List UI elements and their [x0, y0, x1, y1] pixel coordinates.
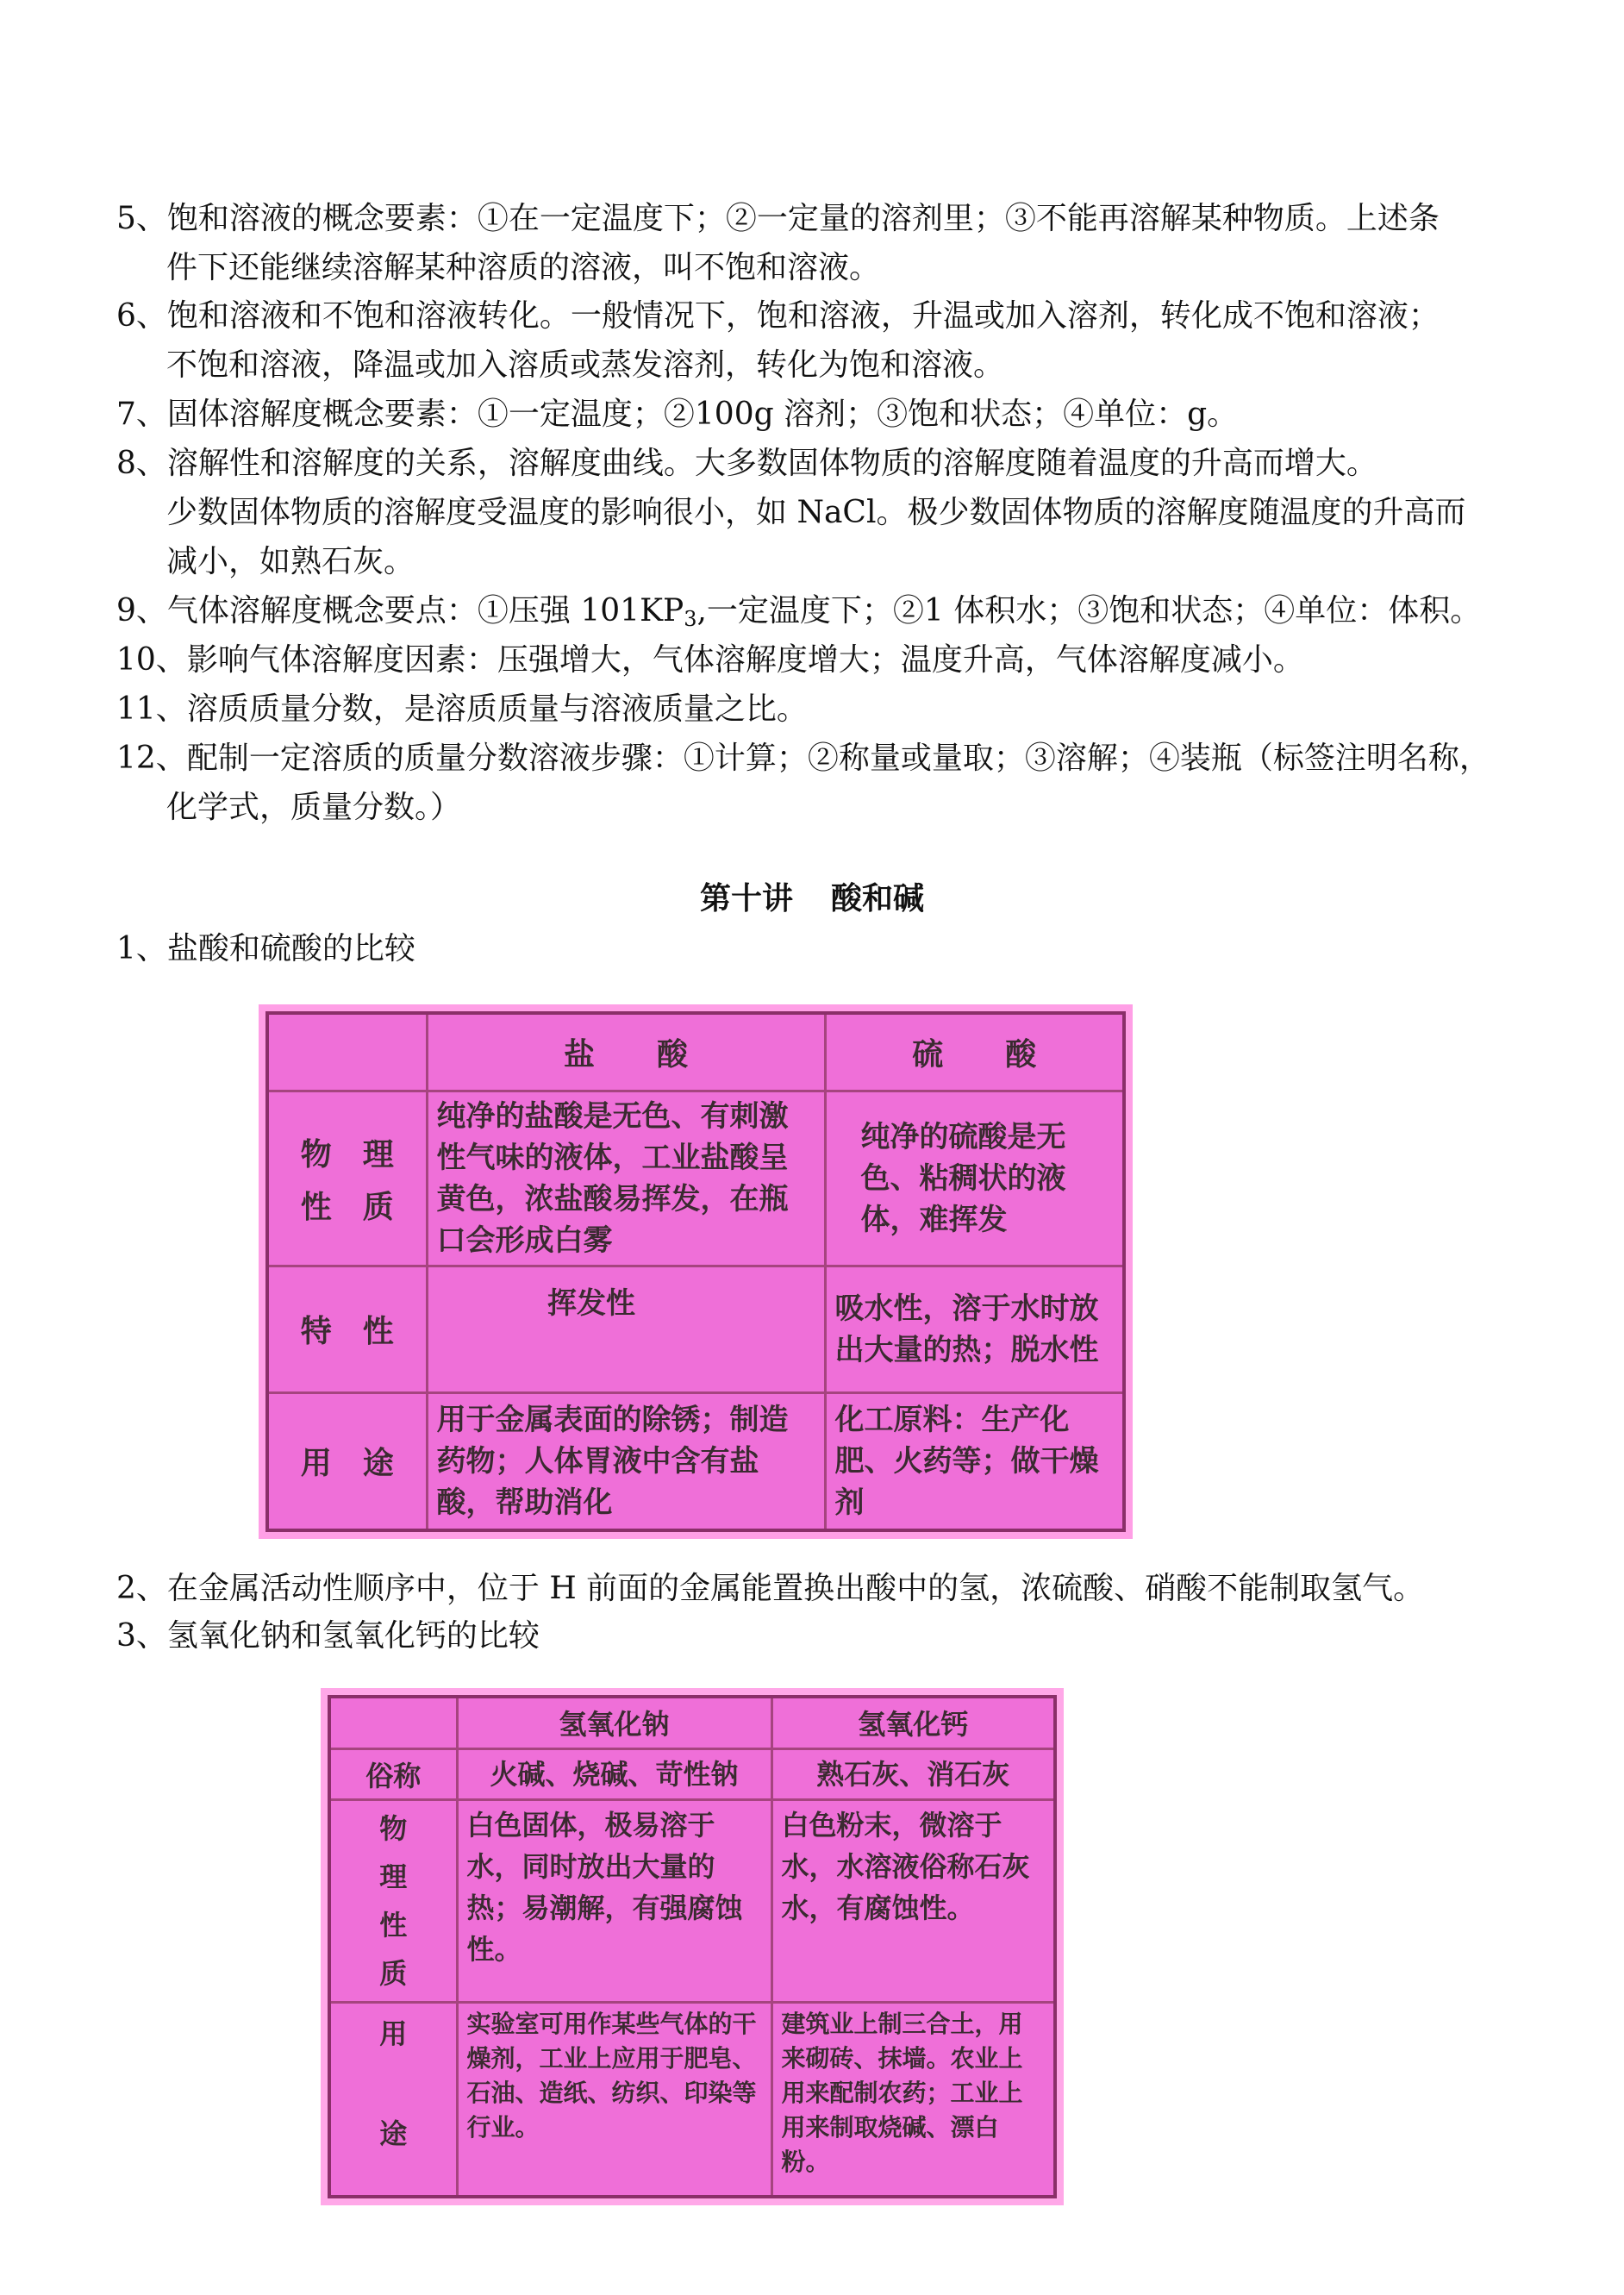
- row-label: 物理性质: [329, 1799, 457, 2002]
- row-label: 特 性: [267, 1266, 427, 1392]
- subsection-heading: 1、盐酸和硫酸的比较: [116, 931, 415, 966]
- table-cell: 纯净的硫酸是无色、粘稠状的液体，难挥发: [825, 1091, 1124, 1266]
- table-cell: 纯净的盐酸是无色、有刺激性气味的液体，工业盐酸呈黄色，浓盐酸易挥发，在瓶口会形成白雾: [427, 1091, 825, 1266]
- section-title: 第十讲 酸和碱: [699, 881, 925, 916]
- row-label: 俗称: [329, 1748, 457, 1799]
- table-cell: 化工原料：生产化肥、火药等；做干燥剂: [825, 1392, 1124, 1530]
- table-cell: 用于金属表面的除锈；制造药物；人体胃液中含有盐酸，帮助消化: [427, 1392, 825, 1530]
- list-item: 7、固体溶解度概念要素：①一定温度；②100g 溶剂；③饱和状态；④单位：g。: [116, 397, 1239, 432]
- list-item-continuation: 化学式，质量分数。）: [166, 790, 462, 825]
- list-item-continuation: 件下还能继续溶解某种溶质的溶液，叫不饱和溶液。: [166, 250, 881, 285]
- base-comparison-table: [328, 1695, 1057, 2198]
- subsection-heading: 3、氢氧化钠和氢氧化钙的比较: [116, 1618, 540, 1654]
- list-item: 10、影响气体溶解度因素：压强增大，气体溶解度增大；温度升高，气体溶解度减小。: [116, 642, 1304, 678]
- acid-comparison-table: [265, 1011, 1126, 1532]
- table-corner-cell: [267, 1013, 427, 1091]
- table-cell: 实验室可用作某些气体的干燥剂，工业上应用于肥皂、石油、造纸、纺织、印染等行业。: [457, 2002, 771, 2197]
- list-item: 9、气体溶解度概念要点：①压强 $101KP_3$,一定温度下；②1 体积水；③饱和状态；④单位：体积。: [116, 593, 1482, 631]
- list-item: 11、溶质质量分数，是溶质质量与溶液质量之比。: [116, 691, 808, 727]
- list-item: 6、饱和溶液和不饱和溶液转化。一般情况下，饱和溶液，升温或加入溶剂，转化成不饱和溶液；: [116, 298, 1440, 334]
- list-item: 5、饱和溶液的概念要素：①在一定温度下；②一定量的溶剂里；③不能再溶解某种物质。上述条: [116, 201, 1440, 236]
- table-cell: 火碱、烧碱、苛性钠: [457, 1748, 771, 1799]
- list-item: 12、配制一定溶质的质量分数溶液步骤：①计算；②称量或量取；③溶解；④装瓶（标签注明名称，: [116, 741, 1490, 776]
- table-corner-cell: [329, 1697, 457, 1748]
- paragraph: 2、在金属活动性顺序中，位于 H 前面的金属能置换出酸中的氢，浓硫酸、硝酸不能制取氢气。: [116, 1571, 1425, 1606]
- table-cell: 建筑业上制三合土，用来砌砖、抹墙。农业上用来配制农药；工业上用来制取烧碱、漂白粉。: [771, 2002, 1055, 2197]
- row-label: 用 途: [329, 2002, 457, 2197]
- table-cell: 熟石灰、消石灰: [771, 1748, 1055, 1799]
- table-header: 氢氧化钙: [771, 1697, 1055, 1748]
- list-item-continuation: 少数固体物质的溶解度受温度的影响很小，如 NaCl。极少数固体物质的溶解度随温度的升高而: [166, 495, 1466, 530]
- list-item-continuation: 减小，如熟石灰。: [166, 544, 415, 579]
- table-cell: 白色粉末，微溶于水，水溶液俗称石灰水，有腐蚀性。: [771, 1799, 1055, 2002]
- list-item-continuation: 不饱和溶液，降温或加入溶质或蒸发溶剂，转化为饱和溶液。: [166, 347, 1005, 383]
- table-cell: 白色固体，极易溶于水，同时放出大量的热；易潮解，有强腐蚀性。: [457, 1799, 771, 2002]
- table-cell: 吸水性，溶于水时放出大量的热；脱水性: [825, 1266, 1124, 1392]
- table-header: 硫 酸: [825, 1013, 1124, 1091]
- list-item: 8、溶解性和溶解度的关系，溶解度曲线。大多数固体物质的溶解度随着温度的升高而增大。: [116, 446, 1377, 481]
- row-label: 用 途: [267, 1392, 427, 1530]
- table-header: 氢氧化钠: [457, 1697, 771, 1748]
- table-header: 盐 酸: [427, 1013, 825, 1091]
- table-cell: 挥发性: [427, 1266, 825, 1392]
- row-label: 物 理 性 质: [267, 1091, 427, 1266]
